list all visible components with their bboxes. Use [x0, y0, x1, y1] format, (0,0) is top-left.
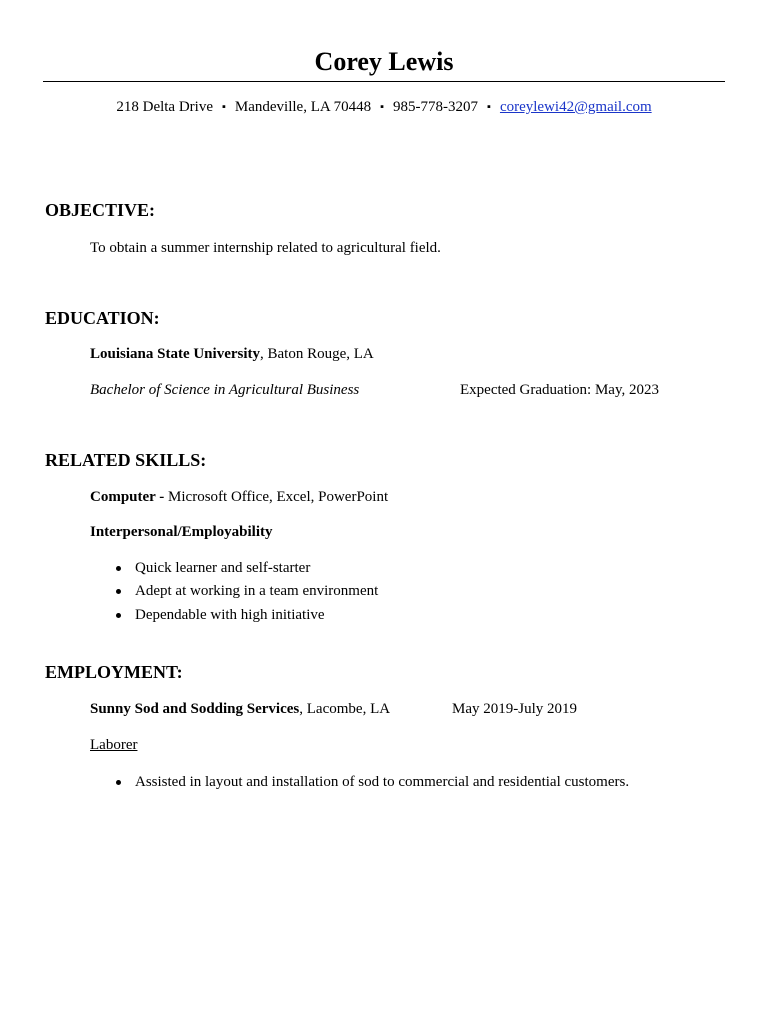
separator-icon: ▪ — [380, 101, 385, 113]
address: 218 Delta Drive — [116, 99, 213, 115]
skill-bullet: Adept at working in a team environment — [135, 583, 379, 599]
employment-bullet: Assisted in layout and installation of sod to commercial and residential customers. — [135, 774, 630, 790]
bullet-icon — [116, 780, 121, 785]
skill-bullet: Dependable with high initiative — [135, 607, 325, 623]
email-link[interactable]: coreylewi42@gmail.com — [499, 99, 652, 115]
skill-bullet: Quick learner and self-starter — [135, 560, 311, 576]
contact-line — [0, 97, 768, 118]
computer-skills-items: Microsoft Office, Excel, PowerPoint — [168, 489, 389, 505]
employer-location: , Lacombe, LA — [299, 701, 391, 717]
bullet-icon — [116, 589, 121, 594]
employer-name: Sunny Sod and Sodding Services — [90, 701, 300, 717]
separator-icon: ▪ — [222, 101, 226, 113]
employer-line — [90, 699, 390, 719]
job-title: Laborer — [90, 737, 138, 753]
city-state-zip: Mandeville, LA 70448 — [234, 99, 372, 115]
skills-heading: RELATED SKILLS: — [45, 450, 207, 470]
separator-icon: ▪ — [487, 101, 491, 113]
expected-graduation: Expected Graduation: May, 2023 — [460, 382, 659, 398]
header-divider — [43, 81, 725, 82]
bullet-icon — [116, 566, 121, 571]
education-heading: EDUCATION: — [45, 308, 160, 328]
bullet-icon — [116, 613, 121, 618]
interpersonal-label: Interpersonal/Employability — [90, 524, 273, 540]
computer-skills-label: Computer - — [90, 489, 169, 505]
school-location: , Baton Rouge, LA — [260, 346, 374, 362]
objective-heading: OBJECTIVE: — [45, 200, 156, 220]
computer-skills-line — [90, 487, 388, 507]
phone: 985-778-3207 — [393, 99, 479, 115]
employment-dates: May 2019-July 2019 — [452, 701, 577, 717]
education-school-line — [90, 344, 374, 364]
employment-heading: EMPLOYMENT: — [45, 662, 183, 682]
objective-text: To obtain a summer internship related to agricultural field. — [90, 240, 441, 256]
school-name: Louisiana State University — [90, 346, 261, 362]
degree: Bachelor of Science in Agricultural Business — [90, 382, 360, 398]
resume-name: Corey Lewis — [314, 47, 454, 76]
